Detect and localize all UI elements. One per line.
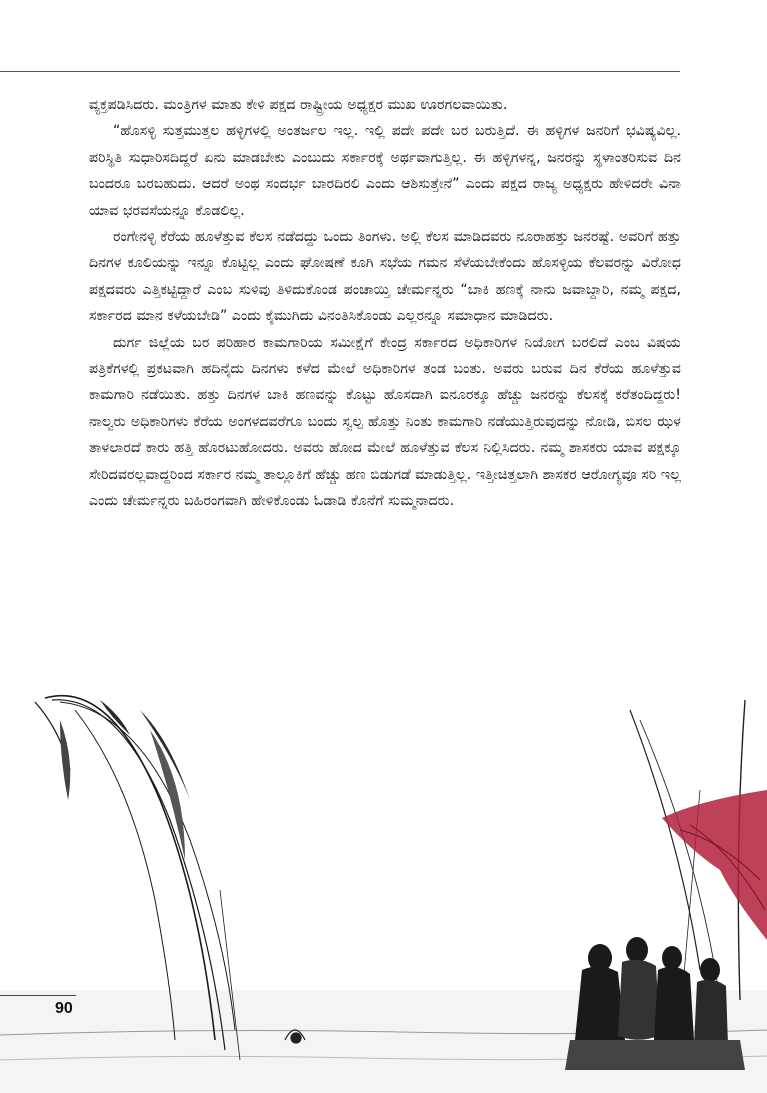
paragraph: “ಹೊಸಳ್ಳಿ ಸುತ್ತಮುತ್ತಲ ಹಳ್ಳಿಗಳಲ್ಲಿ ಅಂತರ್ಜಲ ಇಲ್ಲ. ಇಲ್ಲಿ ಪದೇ ಪದೇ ಬರ ಬರುತ್ತಿದೆ. ಈ ಹಳ್ಳಿಗಳ ಜನರಿಗೆ ಭವಿಷ್ಯವಿಲ್ಲ. ಪರಿಸ್ಥಿತಿ ಸುಧಾರಿಸದಿದ್ದರೆ ಏನು ಮಾಡಬೇಕು ಎಂಬುದು ಸರ್ಕಾರಕ್ಕೆ ಅರ್ಥವಾಗುತ್ತಿಲ್ಲ. ಈ ಹಳ್ಳಿಗಳನ್ನ, ಜನರನ್ನು ಸ್ಥಳಾಂತರಿಸುವ ದಿನ ಬಂದರೂ ಬರಬಹುದು. ಆದರೆ ಅಂಥ ಸಂದರ್ಭ ಬಾರದಿರಲಿ ಎಂದು ಆಶಿಸುತ್ತೇನೆ” ಎಂದು ಪಕ್ಷದ ರಾಜ್ಯ ಅಧ್ಯಕ್ಷರು ಹೇಳಿದರೇ ವಿನಾ ಯಾವ ಭರವಸೆಯನ್ನೂ ಕೊಡಲಿಲ್ಲ. (89, 123, 681, 219)
paragraph: ವ್ಯಕ್ತಪಡಿಸಿದರು. ಮಂತ್ರಿಗಳ ಮಾತು ಕೇಳಿ ಪಕ್ಷದ ರಾಷ್ಟ್ರೀಯ ಅಧ್ಯಕ್ಷರ ಮುಖ ಊರಗಲವಾಯಿತು. (89, 97, 508, 113)
body-text (89, 92, 681, 515)
seated-figures (565, 937, 745, 1070)
reed-leaves (60, 700, 190, 860)
page-number-rule (0, 995, 76, 996)
paragraph: ದುರ್ಗ ಜಿಲ್ಲೆಯ ಬರ ಪರಿಹಾರ ಕಾಮಗಾರಿಯ ಸಮೀಕ್ಷೆಗೆ ಕೇಂದ್ರ ಸರ್ಕಾರದ ಅಧಿಕಾರಿಗಳ ನಿಯೋಗ ಬರಲಿದೆ ಎಂಬ ವಿಷಯ ಪತ್ರಿಕೆಗಳಲ್ಲಿ ಪ್ರಕಟವಾಗಿ ಹದಿನೈದು ದಿನಗಳು ಕಳೆದ ಮೇಲೆ ಅಧಿಕಾರಿಗಳ ತಂಡ ಬಂತು. ಅವರು ಬರುವ ದಿನ ಕೆರೆಯ ಹೂಳೆತ್ತುವ ಕಾಮಗಾರಿ ನಡೆಯಿತು. ಹತ್ತು ದಿನಗಳ ಬಾಕಿ ಹಣವನ್ನು ಕೊಟ್ಟು ಹೊಸದಾಗಿ ಐನೂರಕ್ಕೂ ಹೆಚ್ಚು ಜನರನ್ನು ಕೆಲಸಕ್ಕೆ ಕರೆತಂದಿದ್ದರು! ನಾಲ್ವರು ಅಧಿಕಾರಿಗಳು ಕೆರೆಯ ಅಂಗಳದವರೆಗೂ ಬಂದು ಸ್ವಲ್ಪ ಹೊತ್ತು ನಿಂತು ಕಾಮಗಾರಿ ನಡೆಯುತ್ತಿರುವುದನ್ನು ನೋಡಿ, ಬಿಸಲ ಝಳ ತಾಳಲಾರದೆ ಕಾರು ಹತ್ತಿ ಹೊರಟುಹೋದರು. ಅವರು ಹೋದ ಮೇಲೆ ಹೂಳೆತ್ತುವ ಕೆಲಸ ನಿಲ್ಲಿಸಿದರು. ನಮ್ಮ ಶಾಸಕರು ಯಾವ ಪಕ್ಷಕ್ಕೂ ಸೇರಿದವರಲ್ಲವಾದ್ದರಿಂದ ಸರ್ಕಾರ ನಮ್ಮ ತಾಲ್ಲೂಕಿಗೆ ಹೆಚ್ಚು ಹಣ ಬಿಡುಗಡೆ ಮಾಡುತ್ತಿಲ್ಲ. ಇತ್ತೀಚಿತ್ತಲಾಗಿ ಶಾಸಕರ ಆರೋಗ್ಯವೂ ಸರಿ ಇಲ್ಲ ಎಂದು ಚೇರ್ಮನ್ನರು ಬಹಿರಂಗವಾಗಿ ಹೇಳಿಕೊಂಡು ಓಡಾಡಿ ಕೊನೆಗೆ ಸುಮ್ಮನಾದರು. (89, 334, 681, 510)
paragraph: ರಂಗೇನಳ್ಳಿ ಕೆರೆಯ ಹೂಳೆತ್ತುವ ಕೆಲಸ ನಡೆದದ್ದು ಒಂದು ತಿಂಗಳು. ಅಲ್ಲಿ ಕೆಲಸ ಮಾಡಿದವರು ನೂರಾಹತ್ತು ಜನರಷ್ಟೆ. ಅವರಿಗೆ ಹತ್ತು ದಿನಗಳ ಕೂಲಿಯನ್ನು ಇನ್ನೂ ಕೊಟ್ಟಿಲ್ಲ ಎಂದು ಘೋಷಣೆ ಕೂಗಿ ಸಭೆಯ ಗಮನ ಸೆಳೆಯಬೇಕೆಂದು ಹೊಸಳ್ಳಿಯ ಕೆಲವರನ್ನು ವಿರೋಧ ಪಕ್ಷದವರು ಎತ್ತಿಕಟ್ಟಿದ್ದಾರೆ ಎಂಬ ಸುಳಿವು ತಿಳಿದುಕೊಂಡ ಪಂಚಾಯ್ತಿ ಚೇರ್ಮನ್ನರು “ಬಾಕಿ ಹಣಕ್ಕೆ ನಾನು ಜವಾಬ್ದಾರಿ, ನಮ್ಮ ಪಕ್ಷದ, ಸರ್ಕಾರದ ಮಾನ ಕಳೆಯಬೇಡಿ” ಎಂದು ಕೈಮುಗಿದು ವಿನಂತಿಸಿಕೊಂಡು ಎಲ್ಲರನ್ನೂ ಸಮಾಧಾನ ಮಾಡಿದರು. (89, 229, 681, 325)
header-rule (0, 71, 680, 72)
ink-illustration (0, 640, 767, 1093)
red-cloth (662, 790, 767, 940)
page-number: 90 (55, 1000, 73, 1017)
